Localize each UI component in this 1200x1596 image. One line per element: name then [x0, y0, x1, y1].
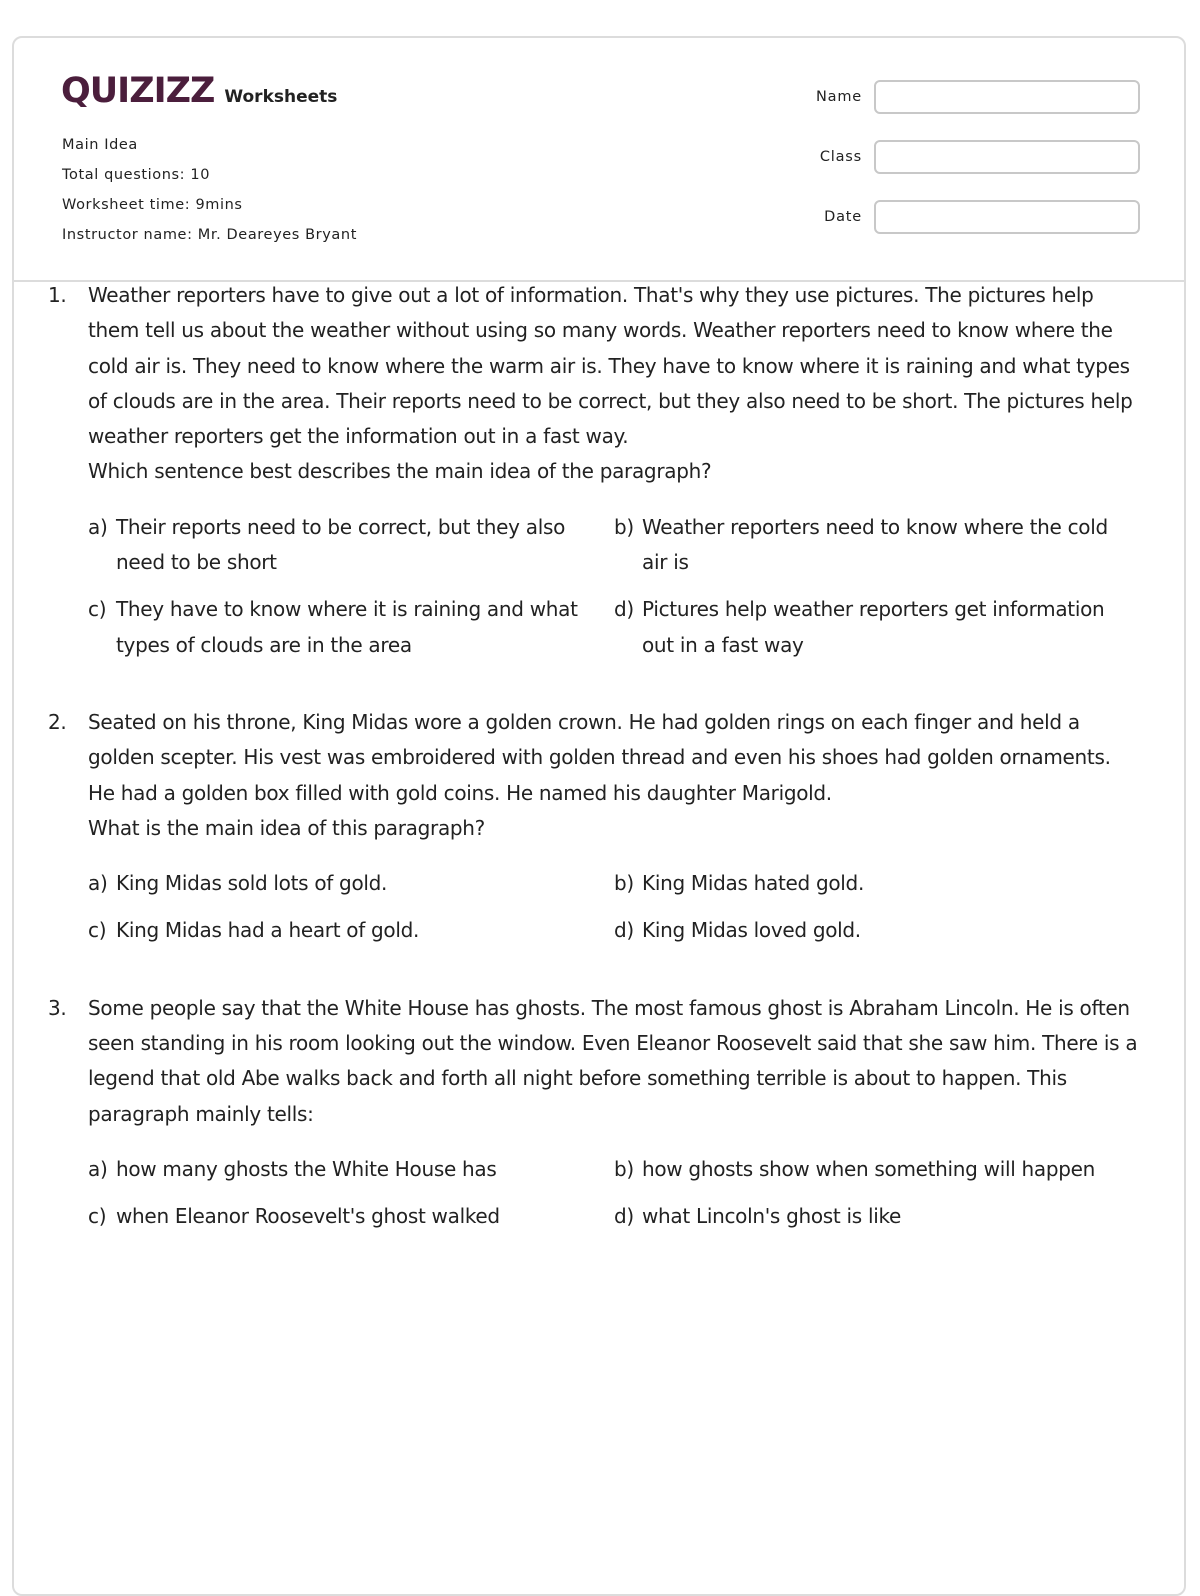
date-field-row — [802, 200, 1140, 234]
worksheet-meta — [62, 135, 357, 255]
option-a[interactable] — [88, 510, 614, 581]
option-letter: b) — [614, 871, 634, 896]
option-text: how ghosts show when something will happen — [642, 1156, 1096, 1181]
option-letter: d) — [614, 597, 634, 622]
option-letter: d) — [614, 918, 634, 943]
option-letter: c) — [88, 918, 107, 943]
option-text: Weather reporters need to know where the cold air is — [642, 514, 1108, 575]
option-text: They have to know where it is raining and what types of clouds are in the area — [116, 597, 578, 657]
total-questions: Total questions: 10 — [62, 167, 211, 183]
option-b[interactable] — [614, 510, 1124, 581]
quizizz-logo: QUIZIZZ — [61, 71, 215, 111]
option-letter: c) — [88, 1204, 107, 1229]
option-d[interactable] — [614, 1199, 1124, 1234]
option-text: Their reports need to be correct, but they also need to be short — [116, 514, 566, 575]
option-c[interactable] — [88, 913, 614, 948]
option-text: when Eleanor Roosevelt's ghost walked — [116, 1204, 500, 1229]
question-1 — [48, 278, 1138, 663]
date-input[interactable] — [874, 200, 1140, 234]
option-text: King Midas sold lots of gold. — [116, 871, 388, 896]
question-text: Seated on his throne, King Midas wore a golden crown. He had golden rings on each finger and held a golden scepter. His vest was embroidered with golden thread and even his shoes had golden ornaments. He had a golden box filled with gold coins. He named his daughter Marigold. What is the main idea of this paragraph? — [88, 709, 1111, 840]
option-letter: b) — [614, 514, 634, 539]
option-c[interactable] — [88, 1199, 614, 1234]
class-field-row — [802, 140, 1140, 174]
class-input[interactable] — [874, 140, 1140, 174]
logo-subtitle: Worksheets — [224, 87, 338, 107]
answer-options — [88, 1152, 1138, 1235]
answer-options — [88, 866, 1138, 949]
option-d[interactable] — [614, 592, 1124, 663]
option-a[interactable] — [88, 1152, 614, 1187]
option-text: King Midas had a heart of gold. — [116, 918, 420, 943]
worksheet-header — [14, 38, 1184, 282]
name-label: Name — [816, 89, 862, 105]
option-d[interactable] — [614, 913, 1124, 948]
option-letter: d) — [614, 1204, 634, 1229]
option-letter: a) — [88, 871, 108, 896]
option-b[interactable] — [614, 1152, 1124, 1187]
worksheet-topic: Main Idea — [62, 137, 138, 153]
worksheet-time: Worksheet time: 9mins — [62, 197, 243, 213]
question-3 — [48, 991, 1138, 1235]
question-list — [48, 278, 1138, 1277]
question-number: 1. — [48, 283, 67, 307]
brand — [61, 71, 338, 111]
question-2 — [48, 705, 1138, 949]
option-letter: b) — [614, 1156, 634, 1181]
answer-options — [88, 510, 1138, 663]
option-text: King Midas hated gold. — [642, 871, 865, 896]
date-label: Date — [824, 209, 862, 225]
question-number: 2. — [48, 709, 67, 734]
option-c[interactable] — [88, 592, 614, 663]
question-text: Some people say that the White House has ghosts. The most famous ghost is Abraham Lincoln. He is often seen standing in his room looking out the window. Even Eleanor Roosevelt said that she saw him. There is a legend that old Abe walks back and forth all night before something terrible is about to happen. This paragraph mainly tells: — [88, 995, 1138, 1126]
option-letter: a) — [88, 1156, 108, 1181]
instructor-name: Instructor name: Mr. Deareyes Bryant — [62, 227, 357, 243]
option-text: Pictures help weather reporters get information out in a fast way — [642, 597, 1105, 657]
option-text: King Midas loved gold. — [642, 918, 861, 943]
option-letter: a) — [88, 514, 108, 539]
option-text: what Lincoln's ghost is like — [642, 1204, 902, 1229]
option-text: how many ghosts the White House has — [116, 1156, 497, 1181]
name-input[interactable] — [874, 80, 1140, 114]
question-text: Weather reporters have to give out a lot of information. That's why they use pictures. The pictures help them tell us about the weather without using so many words. Weather reporters need to know where the cold air is. They need to know where the warm air is. They have to know where it is raining and what types of clouds are in the area. Their reports need to be correct, but they also need to be short. The pictures help weather reporters get the information out in a fast way. Which sentence best describes the main idea of the paragraph? — [88, 283, 1133, 484]
name-field-row — [802, 80, 1140, 114]
class-label: Class — [819, 149, 862, 165]
option-a[interactable] — [88, 866, 614, 901]
question-number: 3. — [48, 995, 67, 1020]
option-letter: c) — [88, 597, 107, 622]
option-b[interactable] — [614, 866, 1124, 901]
